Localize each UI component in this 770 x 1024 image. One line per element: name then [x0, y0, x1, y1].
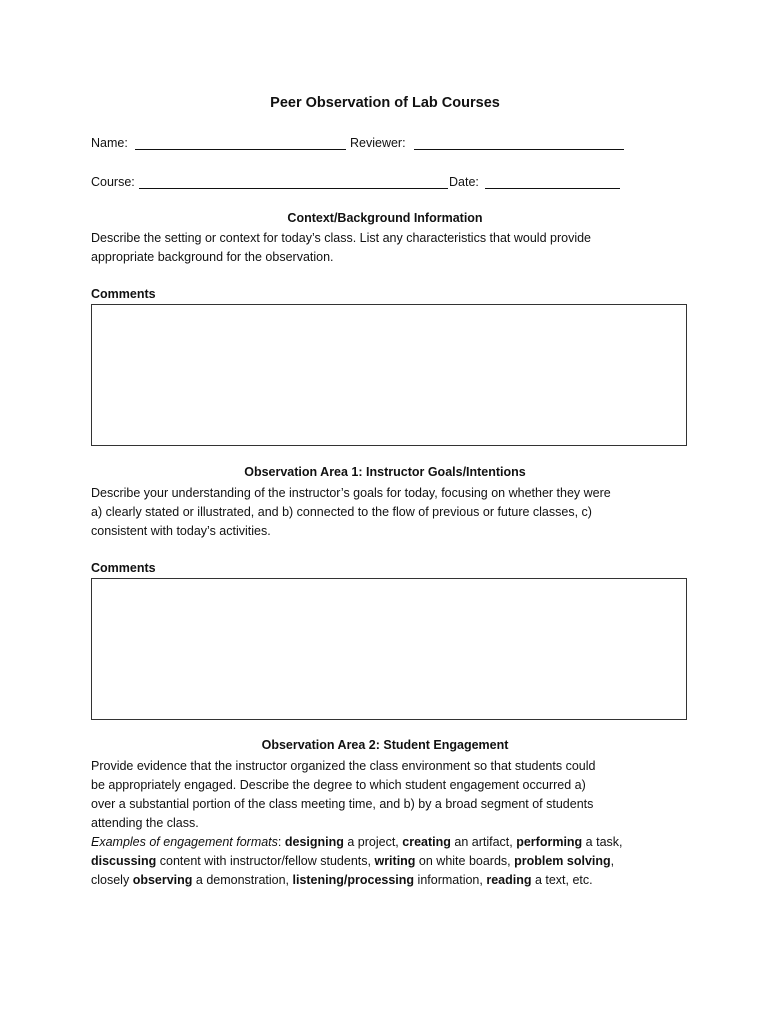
date-label: Date:: [449, 175, 479, 189]
course-field[interactable]: [139, 188, 448, 189]
context-heading: Context/Background Information: [287, 211, 483, 225]
area2-description: Provide evidence that the instructor organized the class environment so that students could be appropriately engaged. Describe the degree to which student engagement occurred a) over a substantial portion of the class meeting time, and b) by a broad segment of students attending the class. Examples of engagement formats: designing a project, creating an artifact, performing a task, discussing content with instructor/fellow students, writing on white boards, problem solving, closely observing a demonstration, listening/processing information, reading a text, etc.: [91, 757, 691, 890]
page-title: Peer Observation of Lab Courses: [270, 95, 500, 111]
date-field[interactable]: [485, 188, 620, 189]
context-comments-label: Comments: [91, 287, 156, 301]
area1-comments-label: Comments: [91, 561, 156, 575]
examples-line-1: Examples of engagement formats: designing a project, creating an artifact, performing a task,: [91, 835, 623, 849]
area1-comments-box[interactable]: [91, 578, 687, 720]
reviewer-field[interactable]: [414, 149, 624, 150]
reviewer-label: Reviewer:: [350, 136, 406, 150]
area1-description: Describe your understanding of the instructor’s goals for today, focusing on whether they were a) clearly stated or illustrated, and b) connected to the flow of previous or future classes, c) consistent with today’s activities.: [91, 486, 611, 538]
examples-line-3: closely observing a demonstration, listening/processing information, reading a text, etc.: [91, 873, 593, 887]
context-comments-box[interactable]: [91, 304, 687, 446]
examples-line-2: discussing content with instructor/fellow students, writing on white boards, problem solving,: [91, 854, 615, 868]
area1-heading: Observation Area 1: Instructor Goals/Intentions: [244, 465, 526, 479]
name-field[interactable]: [135, 149, 346, 150]
context-description: Describe the setting or context for today’s class. List any characteristics that would provide appropriate background for the observation.: [91, 231, 592, 264]
area2-heading: Observation Area 2: Student Engagement: [261, 738, 509, 752]
course-label: Course:: [91, 175, 135, 189]
name-label: Name:: [91, 136, 128, 150]
